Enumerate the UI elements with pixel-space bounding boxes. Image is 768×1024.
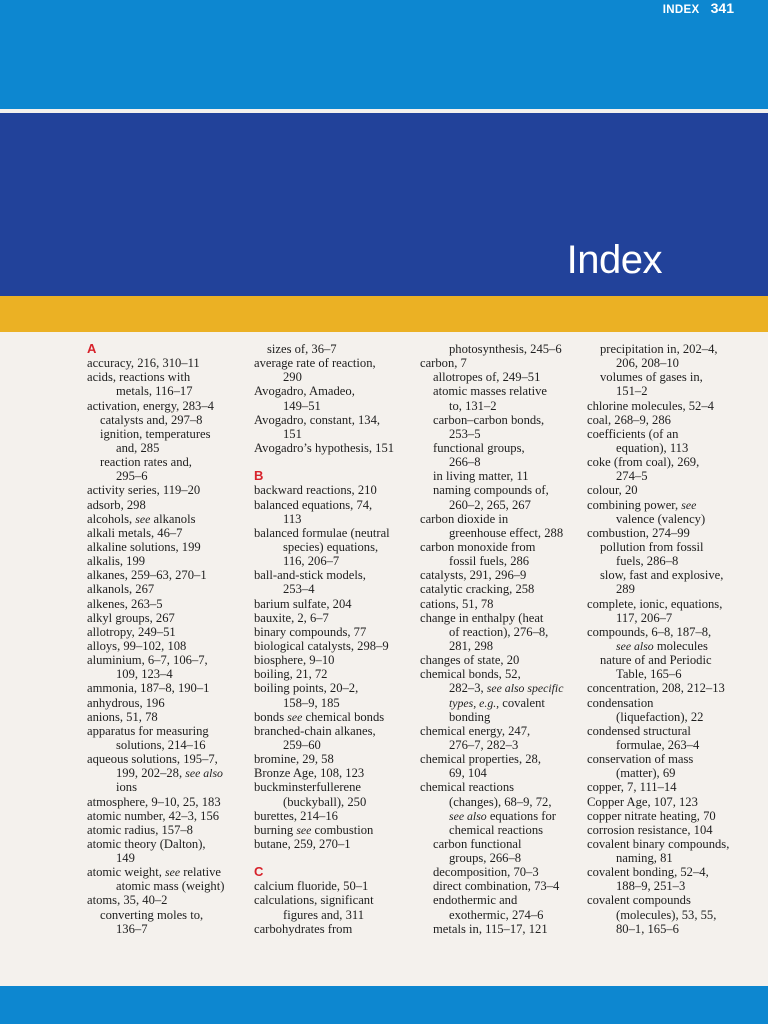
index-line: binary compounds, 77 — [254, 624, 367, 639]
index-line — [420, 809, 592, 823]
index-column-1 — [87, 342, 259, 936]
index-line: 69, 104 — [449, 766, 487, 781]
index-text: burning — [254, 822, 297, 837]
index-line: 290 — [283, 370, 302, 385]
index-line: 289 — [616, 582, 635, 597]
index-line: activation, energy, 283–4 — [87, 398, 214, 413]
index-line: ions — [116, 780, 137, 795]
index-line: carbon–carbon bonds, — [433, 412, 545, 427]
index-line: carbon monoxide from — [420, 539, 536, 554]
index-line: alkali metals, 46–7 — [87, 525, 183, 540]
index-line: atomic mass (weight) — [116, 879, 225, 894]
index-line: acids, reactions with — [87, 370, 191, 385]
index-line: backward reactions, 210 — [254, 483, 377, 498]
index-column-3 — [420, 342, 592, 936]
index-text: combining power, — [587, 497, 682, 512]
index-line: reaction rates and, — [100, 455, 192, 470]
index-line: biological catalysts, 298–9 — [254, 638, 389, 653]
index-line: Avogadro, constant, 134, — [254, 412, 381, 427]
index-line: 281, 298 — [449, 638, 494, 653]
index-line: covalent compounds — [587, 893, 691, 908]
see-reference: see also specific — [486, 681, 564, 696]
index-line: burettes, 214–16 — [254, 808, 338, 823]
index-line: covalent binary compounds, — [587, 836, 730, 851]
index-line: sizes of, 36–7 — [267, 342, 337, 356]
index-line: 136–7 — [116, 921, 148, 936]
index-line: branched-chain alkanes, — [254, 723, 376, 738]
index-line: volumes of gases in, — [600, 370, 703, 385]
index-line: atomic masses relative — [433, 384, 548, 399]
index-line: coke (from coal), 269, — [587, 455, 700, 470]
index-line: 116, 206–7 — [283, 554, 340, 569]
index-line: greenhouse effect, 288 — [449, 525, 564, 540]
index-line: changes of state, 20 — [420, 653, 520, 668]
see-reference: see also — [185, 766, 223, 781]
index-line: in living matter, 11 — [433, 469, 529, 484]
index-line: buckminsterfullerene — [254, 780, 362, 795]
index-line: 149–51 — [283, 398, 321, 413]
index-line: 151–2 — [616, 384, 648, 399]
index-line: copper, 7, 111–14 — [587, 780, 677, 795]
index-line — [254, 823, 426, 837]
index-line: calcium fluoride, 50–1 — [254, 879, 369, 894]
index-line: alkalis, 199 — [87, 554, 146, 569]
see-reference: see — [165, 865, 181, 880]
index-line: fuels, 286–8 — [616, 554, 679, 569]
index-line — [87, 865, 259, 879]
index-line: covalent bonding, 52–4, — [587, 865, 709, 880]
index-line: allotropes of, 249–51 — [433, 370, 541, 385]
index-line: Copper Age, 107, 123 — [587, 794, 698, 809]
index-line: pollution from fossil — [600, 539, 704, 554]
index-line: catalysts and, 297–8 — [100, 412, 203, 427]
index-line: carbon functional — [433, 836, 522, 851]
accent-band — [0, 296, 768, 332]
index-column-2 — [254, 342, 426, 936]
index-line: groups, 266–8 — [449, 851, 522, 866]
index-line — [587, 498, 759, 512]
index-line: apparatus for measuring — [87, 723, 209, 738]
index-line: cations, 51, 78 — [420, 596, 494, 611]
top-color-band — [0, 0, 768, 109]
index-line: adsorb, 298 — [87, 497, 146, 512]
index-line: coal, 268–9, 286 — [587, 412, 671, 427]
index-line: alkanes, 259–63, 270–1 — [87, 568, 207, 583]
page-number: 341 — [710, 0, 734, 16]
index-line: average rate of reaction, — [254, 356, 376, 371]
index-line: alkenes, 263–5 — [87, 596, 163, 611]
index-line: functional groups, — [433, 440, 525, 455]
see-reference: see also — [449, 808, 487, 823]
index-line: condensation — [587, 695, 654, 710]
index-line: 253–5 — [449, 426, 481, 441]
index-line: anhydrous, 196 — [87, 695, 165, 710]
index-line: 151 — [283, 426, 302, 441]
index-line: direct combination, 73–4 — [433, 879, 560, 894]
page-title: Index — [566, 238, 662, 282]
index-line: 266–8 — [449, 455, 481, 470]
index-line: coefficients (of an — [587, 426, 679, 441]
index-line: (changes), 68–9, 72, — [449, 794, 552, 809]
index-column-4 — [587, 342, 759, 936]
index-line: change in enthalpy (heat — [420, 610, 544, 625]
index-line: slow, fast and explosive, — [600, 568, 724, 583]
index-text: alcohols, — [87, 511, 136, 526]
index-line: bauxite, 2, 6–7 — [254, 610, 329, 625]
index-line: balanced equations, 74, — [254, 497, 373, 512]
index-line: alkanols, 267 — [87, 582, 155, 597]
index-line: photosynthesis, 245–6 — [449, 342, 562, 356]
footer — [663, 0, 734, 16]
section-letter: C — [254, 864, 264, 880]
index-line: (molecules), 53, 55, — [616, 907, 717, 922]
index-line: chemical energy, 247, — [420, 723, 531, 738]
see-reference: see also — [616, 638, 654, 653]
index-line: aluminium, 6–7, 106–7, — [87, 653, 208, 668]
index-line: converting moles to, — [100, 907, 204, 922]
see-reference: see — [287, 709, 303, 724]
index-line: 274–5 — [616, 469, 648, 484]
footer-label: INDEX — [662, 4, 700, 16]
index-text: equations for — [486, 808, 556, 823]
index-line: chlorine molecules, 52–4 — [587, 398, 714, 413]
index-line: valence (valency) — [616, 511, 706, 526]
index-line: 260–2, 265, 267 — [449, 497, 531, 512]
index-line: 253–4 — [283, 582, 315, 597]
index-text: relative — [180, 865, 221, 880]
index-line — [87, 766, 259, 780]
see-reference: types, e.g., — [449, 695, 500, 710]
index-line: and, 285 — [116, 440, 160, 455]
index-line: atomic radius, 157–8 — [87, 822, 193, 837]
index-line: biosphere, 9–10 — [254, 653, 335, 668]
index-line: nature of and Periodic — [600, 653, 712, 668]
index-text: 199, 202–28, — [116, 766, 186, 781]
index-line: naming, 81 — [616, 851, 673, 866]
index-line: Bronze Age, 108, 123 — [254, 766, 365, 781]
index-line: 295–6 — [116, 469, 148, 484]
index-line: boiling, 21, 72 — [254, 667, 328, 682]
index-line: (liquefaction), 22 — [616, 709, 704, 724]
index-line: Table, 165–6 — [616, 667, 682, 682]
index-line: colour, 20 — [587, 483, 638, 498]
index-line: combustion, 274–99 — [587, 525, 690, 540]
index-text: atomic weight, — [87, 865, 165, 880]
index-line: solutions, 214–16 — [116, 737, 206, 752]
index-line: metals, 116–17 — [116, 384, 193, 399]
index-line: decomposition, 70–3 — [433, 865, 539, 880]
index-line: allotropy, 249–51 — [87, 624, 176, 639]
index-line: anions, 51, 78 — [87, 709, 158, 724]
index-line: calculations, significant — [254, 893, 374, 908]
index-line: precipitation in, 202–4, — [600, 342, 718, 356]
index-line: carbohydrates from — [254, 921, 353, 936]
index-line: equation), 113 — [616, 440, 689, 455]
see-reference: see — [135, 511, 151, 526]
index-line: exothermic, 274–6 — [449, 907, 544, 922]
section-letter: A — [87, 341, 97, 356]
index-line — [587, 639, 759, 653]
index-line: aqueous solutions, 195–7, — [87, 752, 218, 767]
index-line: complete, ionic, equations, — [587, 596, 723, 611]
index-line: Avogadro, Amadeo, — [254, 384, 355, 399]
index-line: concentration, 208, 212–13 — [587, 681, 725, 696]
index-line: chemical reactions — [420, 780, 515, 795]
see-reference: see — [681, 497, 697, 512]
index-line — [420, 681, 592, 695]
index-line: endothermic and — [433, 893, 518, 908]
index-line: catalytic cracking, 258 — [420, 582, 535, 597]
index-text: 282–3, — [449, 681, 487, 696]
index-line: of reaction), 276–8, — [449, 624, 549, 639]
index-line: chemical reactions — [449, 822, 544, 837]
index-line: 149 — [116, 851, 135, 866]
index-line: barium sulfate, 204 — [254, 596, 352, 611]
index-line: butane, 259, 270–1 — [254, 836, 351, 851]
index-line: (matter), 69 — [616, 766, 676, 781]
index-text: covalent — [499, 695, 545, 710]
section-letter: B — [254, 468, 264, 484]
index-text: combustion — [311, 822, 374, 837]
index-line: chemical properties, 28, — [420, 752, 541, 767]
index-line: carbon, 7 — [420, 356, 467, 371]
index-text: bonds — [254, 709, 288, 724]
index-line: bonding — [449, 709, 491, 724]
index-line: atmosphere, 9–10, 25, 183 — [87, 794, 221, 809]
index-line: 158–9, 185 — [283, 695, 340, 710]
index-line: ignition, temperatures — [100, 426, 211, 441]
index-line: 117, 206–7 — [616, 610, 673, 625]
index-line: alkyl groups, 267 — [87, 610, 175, 625]
index-line: 206, 208–10 — [616, 356, 679, 371]
index-line: condensed structural — [587, 723, 691, 738]
index-line: corrosion resistance, 104 — [587, 822, 713, 837]
index-line: catalysts, 291, 296–9 — [420, 568, 527, 583]
index-line — [254, 710, 426, 724]
index-line: copper nitrate heating, 70 — [587, 808, 716, 823]
index-text: alkanols — [150, 511, 196, 526]
index-line: Avogadro’s hypothesis, 151 — [254, 440, 395, 455]
index-line: to, 131–2 — [449, 398, 497, 413]
index-line: chemical bonds, 52, — [420, 667, 521, 682]
index-line: 188–9, 251–3 — [616, 879, 686, 894]
index-line — [87, 512, 259, 526]
index-line: bromine, 29, 58 — [254, 752, 334, 767]
index-line: figures and, 311 — [283, 907, 365, 922]
index-line: alloys, 99–102, 108 — [87, 638, 187, 653]
index-line — [420, 696, 592, 710]
index-line: metals in, 115–17, 121 — [433, 921, 548, 936]
index-line: 259–60 — [283, 737, 321, 752]
index-line: atomic theory (Dalton), — [87, 836, 206, 851]
index-line: activity series, 119–20 — [87, 483, 201, 498]
index-line: ammonia, 187–8, 190–1 — [87, 681, 210, 696]
index-line: ball-and-stick models, — [254, 568, 366, 583]
index-line: 113 — [283, 511, 302, 526]
index-line: conservation of mass — [587, 752, 694, 767]
index-line: formulae, 263–4 — [616, 737, 700, 752]
index-line: balanced formulae (neutral — [254, 525, 390, 540]
index-line: carbon dioxide in — [420, 511, 509, 526]
index-text: chemical bonds — [302, 709, 385, 724]
index-line: boiling points, 20–2, — [254, 681, 359, 696]
index-line: compounds, 6–8, 187–8, — [587, 624, 712, 639]
index-line: naming compounds of, — [433, 483, 549, 498]
section-gap — [254, 455, 426, 469]
index-line: accuracy, 216, 310–11 — [87, 356, 200, 371]
index-line: (buckyball), 250 — [283, 794, 367, 809]
index-line: 276–7, 282–3 — [449, 737, 519, 752]
index-line: fossil fuels, 286 — [449, 554, 530, 569]
section-gap — [254, 851, 426, 865]
index-line: 80–1, 165–6 — [616, 921, 679, 936]
index-line: atomic number, 42–3, 156 — [87, 808, 220, 823]
index-line: 109, 123–4 — [116, 667, 173, 682]
index-line: alkaline solutions, 199 — [87, 539, 201, 554]
footer-band — [0, 986, 768, 1024]
see-reference: see — [296, 822, 312, 837]
index-line: atoms, 35, 40–2 — [87, 893, 168, 908]
index-line: species) equations, — [283, 539, 379, 554]
index-text: molecules — [653, 638, 708, 653]
